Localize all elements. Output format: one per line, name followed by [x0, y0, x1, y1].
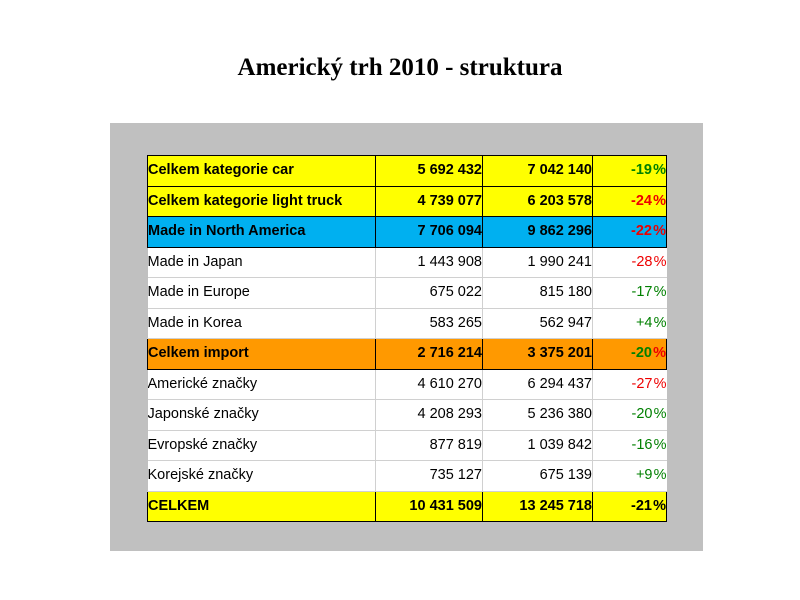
- change-value: -17: [631, 284, 653, 301]
- row-label: Made in Japan: [148, 247, 376, 278]
- value-2009: 675 139: [483, 461, 593, 492]
- table-row: [148, 461, 667, 492]
- row-label: Made in Europe: [148, 278, 376, 309]
- value-2010: 735 127: [376, 461, 483, 492]
- change-percent: [593, 339, 667, 370]
- percent-sign: %: [653, 467, 667, 484]
- percent-sign: %: [653, 192, 666, 209]
- change-percent: [593, 278, 667, 309]
- percent-sign: %: [653, 497, 666, 514]
- value-2010: 10 431 509: [376, 491, 483, 522]
- percent-sign: %: [653, 162, 666, 179]
- row-label: Celkem kategorie car: [148, 156, 376, 187]
- table-row: [148, 308, 667, 339]
- value-2009: 9 862 296: [483, 217, 593, 248]
- row-label: Evropské značky: [148, 430, 376, 461]
- table-row: [148, 217, 667, 248]
- percent-sign: %: [653, 223, 666, 240]
- value-2010: 675 022: [376, 278, 483, 309]
- market-structure-table: [147, 155, 667, 522]
- value-2010: 583 265: [376, 308, 483, 339]
- change-value: -27: [631, 375, 653, 392]
- row-label: Made in North America: [148, 217, 376, 248]
- row-label: CELKEM: [148, 491, 376, 522]
- change-value: -19: [631, 162, 652, 179]
- value-2009: 13 245 718: [483, 491, 593, 522]
- row-label: Celkem kategorie light truck: [148, 186, 376, 217]
- value-2009: 1 990 241: [483, 247, 593, 278]
- change-percent: [593, 491, 667, 522]
- value-2009: 562 947: [483, 308, 593, 339]
- change-percent: [593, 430, 667, 461]
- value-2010: 4 610 270: [376, 369, 483, 400]
- percent-sign: %: [653, 436, 667, 453]
- row-label: Americké značky: [148, 369, 376, 400]
- change-percent: [593, 186, 667, 217]
- change-value: -28: [631, 253, 653, 270]
- change-percent: [593, 369, 667, 400]
- change-percent: [593, 461, 667, 492]
- value-2010: 4 208 293: [376, 400, 483, 431]
- value-2009: 6 203 578: [483, 186, 593, 217]
- value-2010: 5 692 432: [376, 156, 483, 187]
- value-2009: 7 042 140: [483, 156, 593, 187]
- value-2010: 877 819: [376, 430, 483, 461]
- table-row: [148, 491, 667, 522]
- table-row: [148, 400, 667, 431]
- value-2009: 3 375 201: [483, 339, 593, 370]
- page-title: Americký trh 2010 - struktura: [237, 54, 563, 81]
- table-row: [148, 278, 667, 309]
- change-percent: [593, 156, 667, 187]
- value-2009: 1 039 842: [483, 430, 593, 461]
- change-value: -16: [631, 436, 653, 453]
- change-percent: [593, 217, 667, 248]
- percent-sign: %: [653, 406, 667, 423]
- table-row: [148, 156, 667, 187]
- change-percent: [593, 400, 667, 431]
- percent-sign: %: [653, 314, 667, 331]
- row-label: Made in Korea: [148, 308, 376, 339]
- change-value: -20: [631, 345, 652, 362]
- change-value: -20: [631, 406, 653, 423]
- percent-sign: %: [653, 284, 667, 301]
- row-label: Celkem import: [148, 339, 376, 370]
- table-row: [148, 339, 667, 370]
- table-row: [148, 247, 667, 278]
- percent-sign: %: [653, 375, 667, 392]
- change-value: -24: [631, 192, 652, 209]
- value-2010: 2 716 214: [376, 339, 483, 370]
- value-2009: 815 180: [483, 278, 593, 309]
- value-2010: 7 706 094: [376, 217, 483, 248]
- change-percent: [593, 247, 667, 278]
- value-2010: 4 739 077: [376, 186, 483, 217]
- value-2010: 1 443 908: [376, 247, 483, 278]
- table-row: [148, 369, 667, 400]
- percent-sign: %: [653, 253, 667, 270]
- change-percent: [593, 308, 667, 339]
- change-value: +4: [635, 314, 653, 331]
- change-value: -22: [631, 223, 652, 240]
- change-value: +9: [635, 467, 653, 484]
- percent-sign: %: [653, 345, 666, 362]
- value-2009: 5 236 380: [483, 400, 593, 431]
- table-row: [148, 430, 667, 461]
- row-label: Japonské značky: [148, 400, 376, 431]
- change-value: -21: [631, 497, 652, 514]
- table-row: [148, 186, 667, 217]
- value-2009: 6 294 437: [483, 369, 593, 400]
- row-label: Korejské značky: [148, 461, 376, 492]
